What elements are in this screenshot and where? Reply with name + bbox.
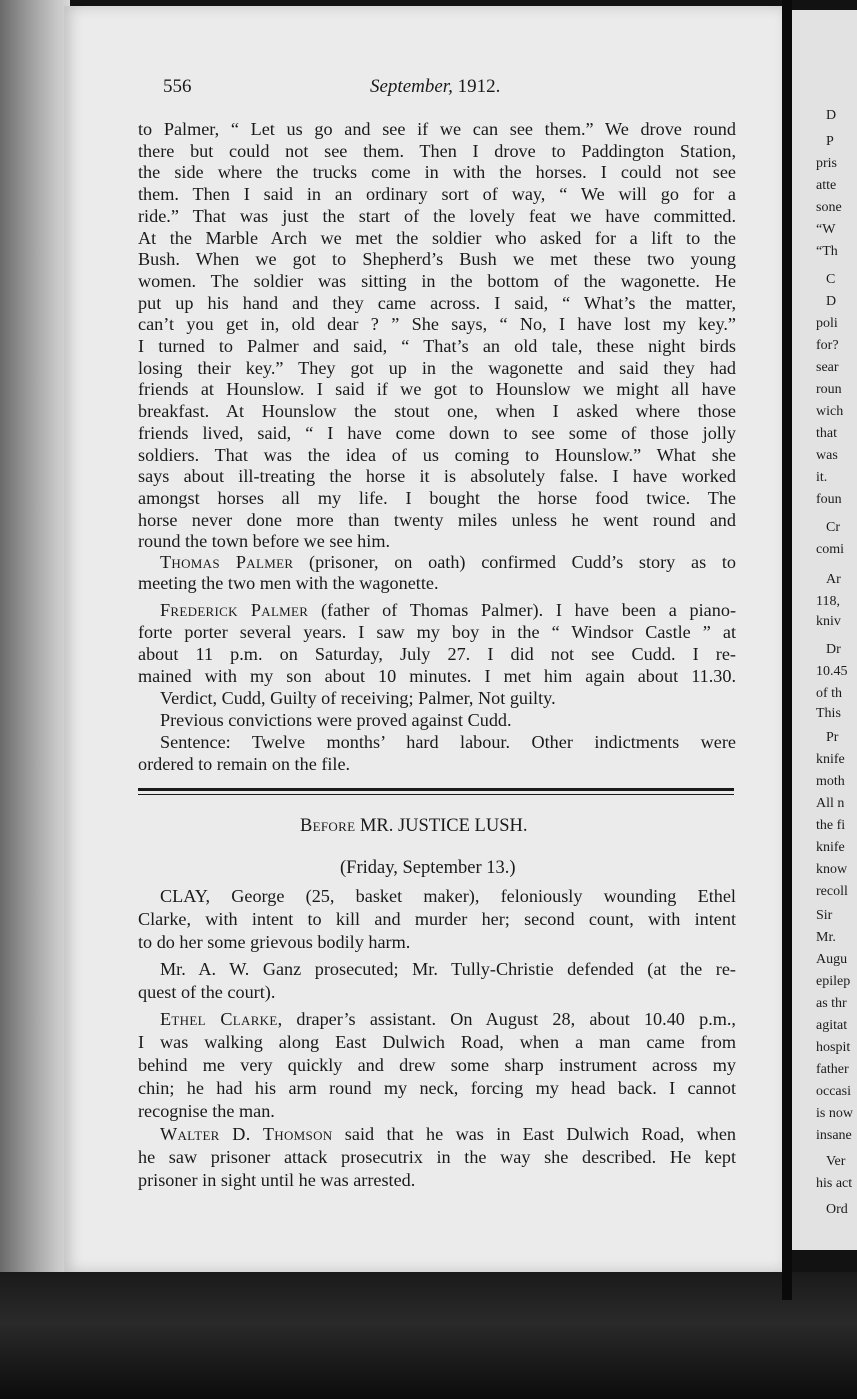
facing-page-fragment: [792, 10, 857, 1250]
body-line: can’t you get in, old dear ? ” She says, “ No, I have lost my key.”: [138, 314, 736, 335]
running-head: [370, 76, 500, 97]
facing-page-text: D: [826, 294, 837, 309]
previous-convictions-line: Previous convictions were proved against Cudd.: [160, 710, 512, 730]
facing-page-text: 10.45: [816, 664, 848, 679]
body-line: At the Marble Arch we met the soldier who asked for a lift to the: [138, 227, 736, 248]
testimony-thomas-palmer-line-2: meeting the two men with the wagonette.: [138, 573, 439, 593]
case-line-3: to do her some grievous bodily harm.: [138, 932, 411, 952]
facing-page-text: Ord: [826, 1202, 848, 1217]
facing-page-text: as thr: [816, 996, 847, 1011]
facing-page-text: wich: [816, 404, 844, 419]
body-line: ride.” That was just the start of the lovely feat we have committed.: [138, 205, 736, 226]
facing-page-text: was: [816, 448, 838, 463]
facing-page-text: Ver: [826, 1154, 846, 1169]
section-heading: Before MR. JUSTICE LUSH.: [300, 816, 528, 836]
facing-page-text: This: [816, 706, 841, 721]
facing-page-text: C: [826, 272, 836, 287]
facing-page-text: hospit: [816, 1040, 851, 1055]
case-line-2: Clarke, with intent to kill and murder her; second count, with intent: [138, 909, 736, 929]
counsel-line-1: Mr. A. W. Ganz prosecuted; Mr. Tully-Christie defended (at the re-: [160, 959, 736, 979]
body-line: to Palmer, “ Let us go and see if we can see them.” We drove round: [138, 119, 736, 139]
body-line: friends lived, said, “ I have come down to see some of those jolly: [138, 422, 736, 443]
facing-page-text: atte: [816, 178, 837, 193]
facing-page-text: All n: [816, 796, 845, 811]
testimony-ethel-clarke-line-2: I was walking along East Dulwich Road, when a man came from: [138, 1032, 736, 1052]
facing-page-text: pris: [816, 156, 837, 171]
facing-page-text: that: [816, 426, 837, 441]
facing-page-text: epilep: [816, 974, 851, 989]
witness-name: Thomas Palmer: [160, 552, 294, 572]
facing-page-text: recoll: [816, 884, 848, 899]
testimony-ethel-clarke-line-3: behind me very quickly and drew some sharp instrument across my: [138, 1055, 736, 1075]
facing-page-text: kniv: [816, 614, 841, 629]
testimony-frederick-palmer-line-3: about 11 p.m. on Saturday, July 27. I did not see Cudd. I re-: [138, 644, 736, 664]
facing-page-text: roun: [816, 382, 842, 397]
facing-page-text: insane: [816, 1128, 852, 1143]
facing-page-text: for?: [816, 338, 839, 353]
facing-page-text: P: [826, 134, 834, 149]
testimony-walter-thomson-line-2: he saw prisoner attack prosecutrix in the way she described. He kept: [138, 1147, 736, 1167]
testimony-ethel-clarke-line-5: recognise the man.: [138, 1101, 275, 1121]
testimony-frederick-palmer-line-2: forte porter several years. I saw my boy in the “ Windsor Castle ” at: [138, 622, 736, 642]
facing-page-text: Augu: [816, 952, 848, 967]
facing-page-text: Cr: [826, 520, 840, 535]
facing-page-text: moth: [816, 774, 845, 789]
sentence-line-1: Sentence: Twelve months’ hard labour. Other indictments were: [160, 732, 736, 752]
facing-page-text: occasi: [816, 1084, 851, 1099]
facing-page-text: knife: [816, 840, 845, 855]
facing-page-text: comi: [816, 542, 844, 557]
body-line: women. The soldier was sitting in the bottom of the wagonette. He: [138, 270, 736, 291]
body-line: soldiers. That was the idea of us coming to Hounslow.” What she: [138, 444, 736, 465]
facing-page-text: poli: [816, 316, 838, 331]
testimony-frederick-palmer-line-1: Frederick Palmer (father of Thomas Palmer). I have been a piano-: [160, 600, 737, 620]
facing-page-text: Pr: [826, 730, 839, 745]
book-spine: [782, 0, 792, 1300]
testimony-ethel-clarke-line-1: Ethel Clarke, draper’s assistant. On August 28, about 10.40 p.m.,: [160, 1009, 736, 1029]
facing-page-text: “Th: [816, 244, 838, 259]
body-line: put up his hand and they came across. I said, “ What’s the matter,: [138, 292, 736, 313]
testimony-thomas-palmer-line-1: Thomas Palmer (prisoner, on oath) confirmed Cudd’s story as to: [160, 552, 737, 572]
counsel-line-2: quest of the court).: [138, 982, 276, 1002]
scan-bottom-band: [0, 1272, 857, 1399]
body-line: breakfast. At Hounslow the stout one, when I asked where those: [138, 401, 736, 422]
facing-page-text: it.: [816, 470, 828, 485]
facing-page-text: know: [816, 862, 848, 877]
facing-page-text: Dr: [826, 642, 841, 657]
facing-page-text: sear: [816, 360, 839, 375]
witness-name: Walter D. Thomson: [160, 1124, 333, 1144]
testimony-walter-thomson-line-3: prisoner in sight until he was arrested.: [138, 1170, 416, 1190]
facing-page-text: father: [816, 1062, 849, 1077]
facing-page-text: sone: [816, 200, 842, 215]
facing-page-text: the fi: [816, 818, 846, 833]
body-line: says about ill-treating the horse it is absolutely false. I have worked: [138, 466, 736, 487]
facing-page-text: agitat: [816, 1018, 848, 1033]
running-head-month: September,: [370, 76, 453, 97]
facing-page-text: foun: [816, 492, 842, 507]
body-line: Bush. When we got to Shepherd’s Bush we met these two young: [138, 249, 736, 270]
body-line: there but could not see them. Then I drove to Paddington Station,: [138, 140, 736, 161]
body-line: losing their key.” They got up in the wagonette and said they had: [138, 357, 736, 378]
body-line: friends at Hounslow. I said if we got to Hounslow we might all have: [138, 379, 736, 400]
facing-page-text: D: [826, 108, 837, 123]
verdict-line: Verdict, Cudd, Guilty of receiving; Palmer, Not guilty.: [160, 688, 556, 708]
session-date: (Friday, September 13.): [340, 858, 516, 878]
witness-name: Ethel Clarke: [160, 1009, 278, 1029]
body-line: amongst horses all my life. I bought the horse food twice. The: [138, 487, 736, 508]
facing-page-text: 118,: [816, 594, 840, 609]
section-rule-thin: [138, 794, 734, 795]
section-rule-thick: [138, 788, 734, 791]
body-line: the side where the trucks come in with the horses. I could not see: [138, 162, 736, 183]
facing-page-text: “W: [816, 222, 836, 237]
facing-page-text: Sir: [816, 908, 833, 923]
witness-name: Frederick Palmer: [160, 600, 309, 620]
book-left-edge: [0, 0, 70, 1280]
page-number: 556: [163, 76, 192, 97]
running-head-year: 1912.: [457, 76, 501, 97]
sentence-line-2: ordered to remain on the file.: [138, 754, 351, 774]
case-line-1: CLAY, George (25, basket maker), feloniously wounding Ethel: [160, 886, 736, 906]
testimony-frederick-palmer-line-4: mained with my son about 10 minutes. I met him again about 11.30.: [138, 666, 736, 686]
body-line: I turned to Palmer and said, “ That’s an old tale, these night birds: [138, 336, 736, 356]
testimony-walter-thomson-line-1: Walter D. Thomson said that he was in East Dulwich Road, when: [160, 1124, 736, 1144]
facing-page-text: of th: [816, 686, 843, 701]
facing-page-text: Mr.: [816, 930, 836, 945]
facing-page-text: is now: [816, 1106, 853, 1121]
body-line: round the town before we see him.: [138, 531, 391, 552]
facing-page-text: knife: [816, 752, 845, 767]
facing-page-text: his act: [816, 1176, 853, 1191]
body-line: horse never done more than twenty miles unless he went round and: [138, 509, 736, 530]
facing-page-text: Ar: [826, 572, 841, 587]
body-line: them. Then I said in an ordinary sort of way, “ We will go for a: [138, 184, 736, 205]
testimony-ethel-clarke-line-4: chin; he had his arm round my neck, forcing my head back. I cannot: [138, 1078, 736, 1098]
